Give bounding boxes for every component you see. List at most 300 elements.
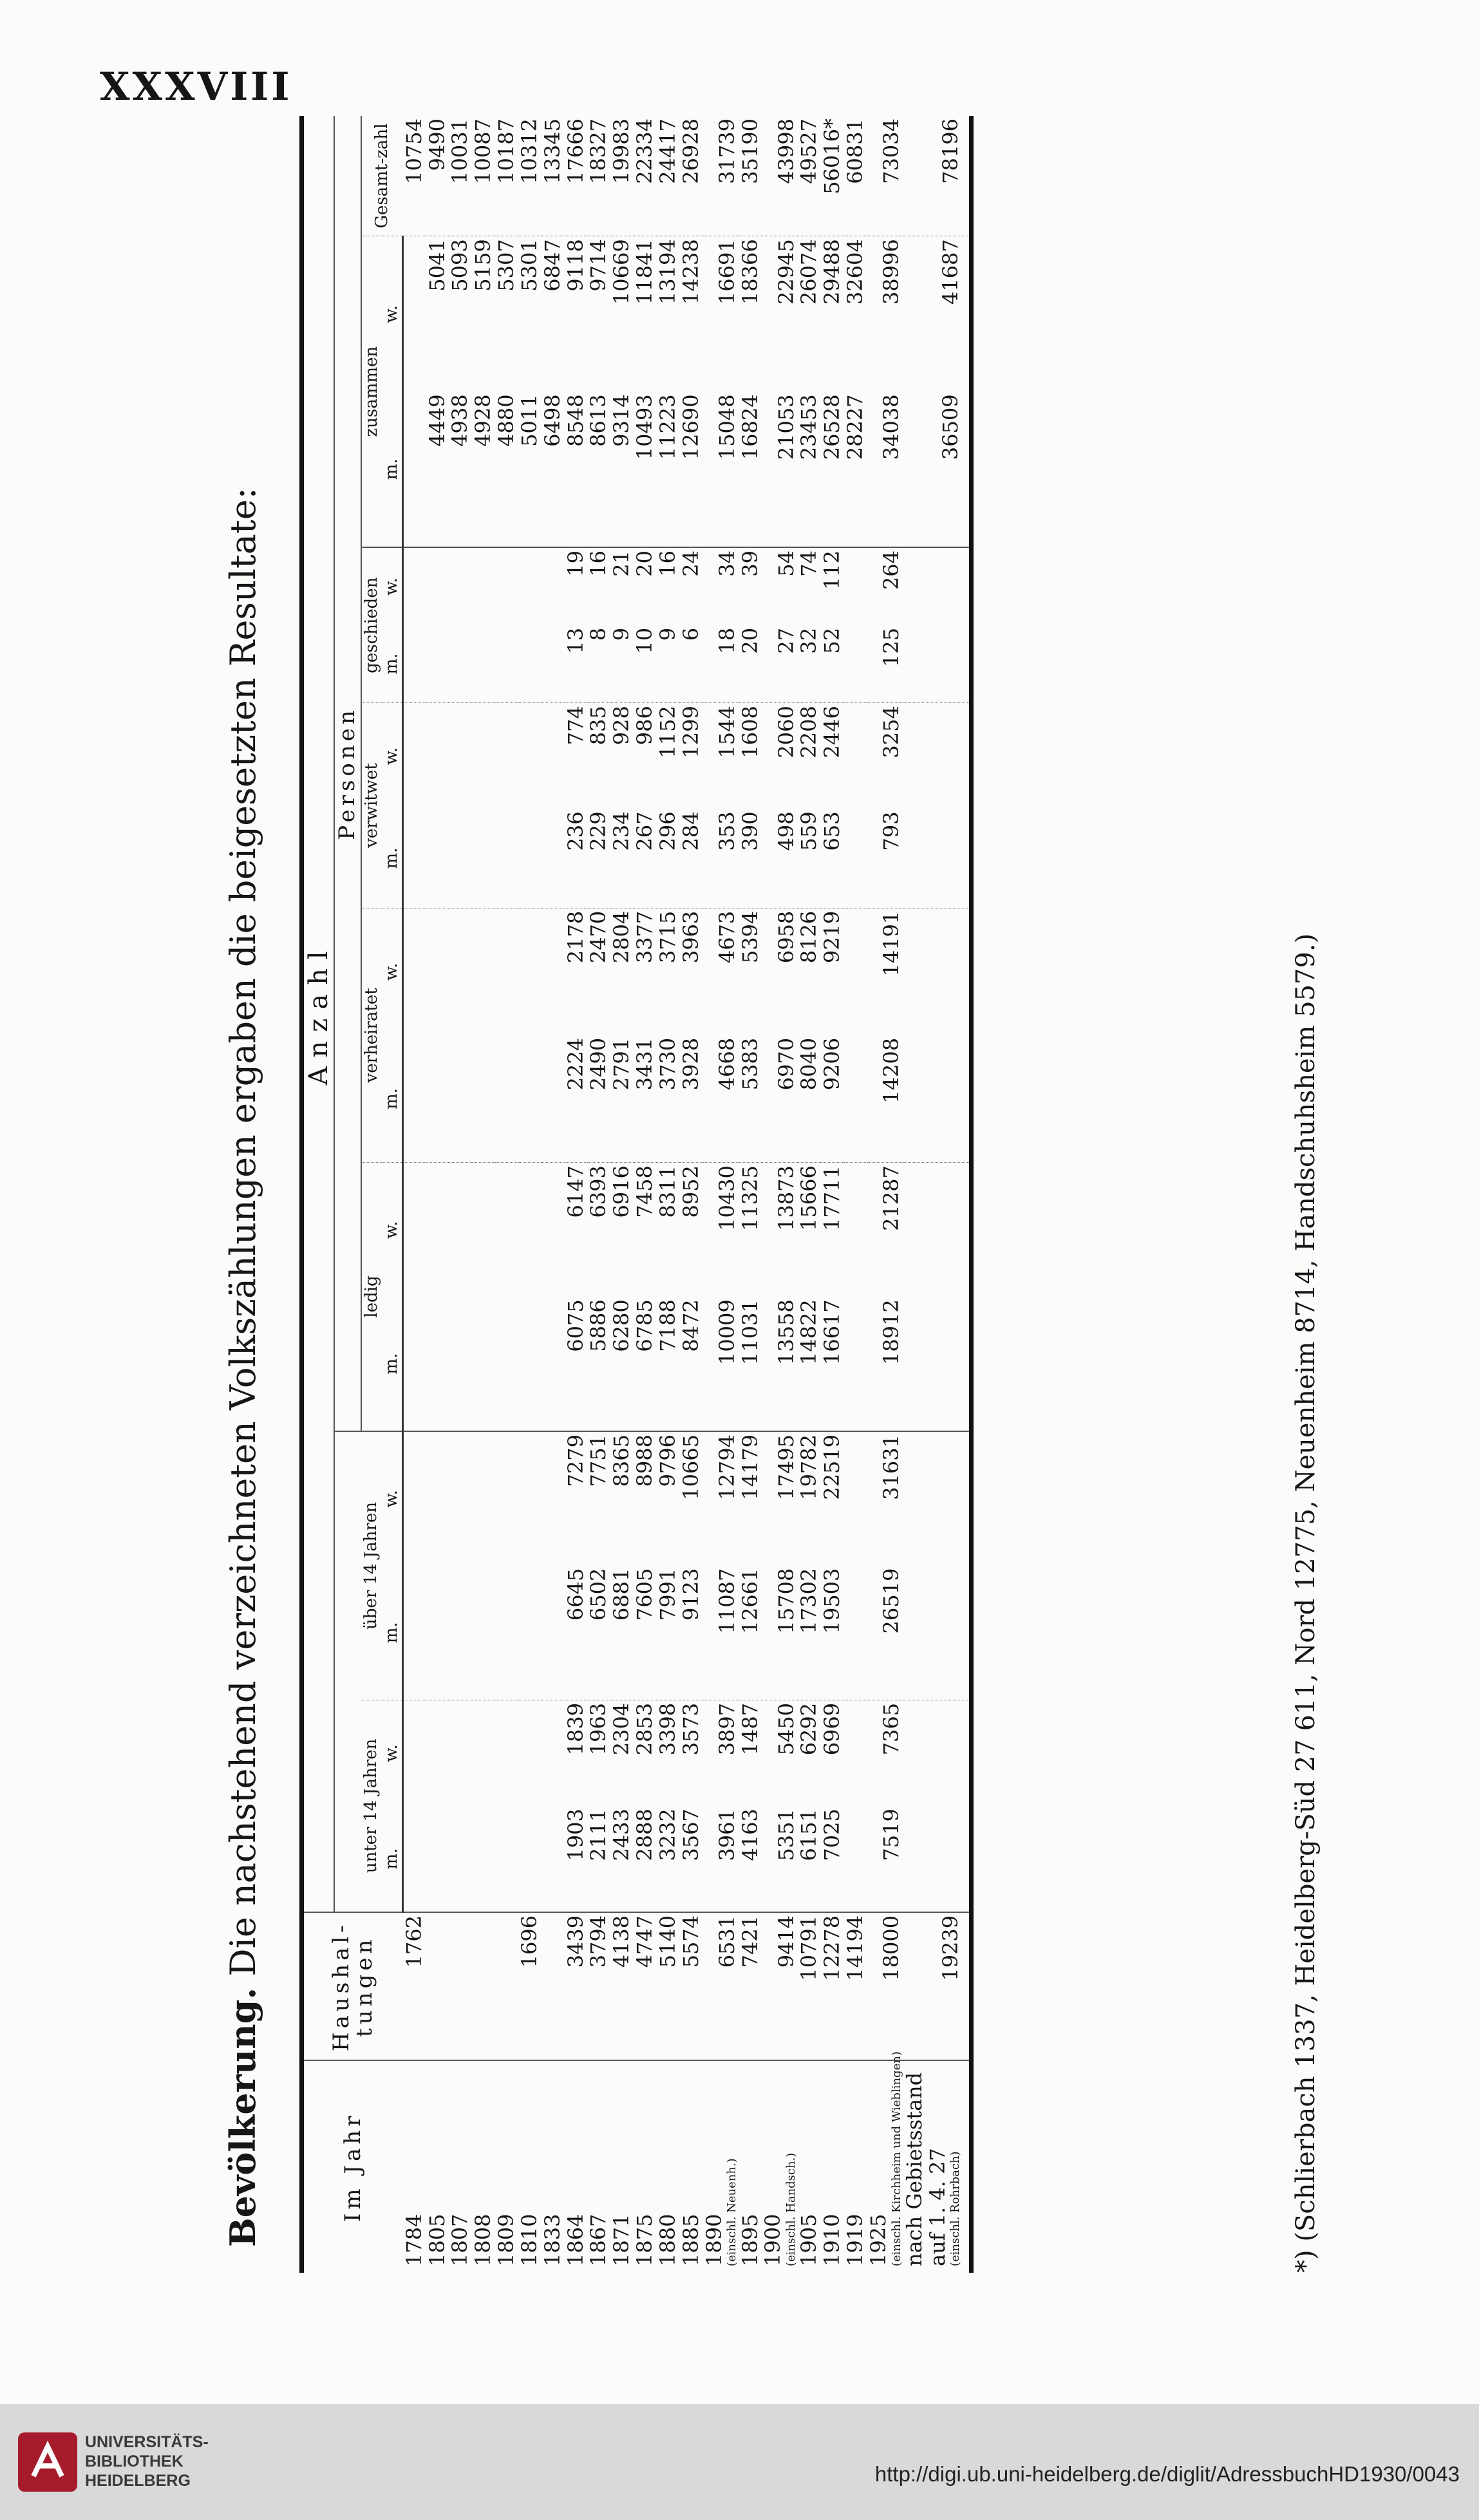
- year-label: 1880: [655, 2214, 680, 2266]
- cell-geschm: [403, 625, 426, 703]
- cell-verww: 928: [609, 706, 634, 746]
- cell-ges: 10312: [518, 116, 542, 236]
- cell-zusw: 22945: [773, 239, 798, 305]
- cell-zusm: 23453: [798, 391, 821, 547]
- cell-hh: 7421: [739, 1912, 762, 2061]
- cell-ges: 49527: [798, 116, 821, 236]
- cell-ledw: [518, 1163, 542, 1297]
- footnote: *) (Schlierbach 1337, Heidelberg-Süd 27 611, Nord 12775, Neuenheim 8714, Handschuhsheim 5579.): [1291, 933, 1321, 2273]
- cell-verwm: 296: [657, 809, 680, 908]
- cell-geschm: [495, 625, 518, 703]
- cell-u14m: [844, 1806, 867, 1912]
- cell-u14w: [449, 1700, 472, 1806]
- header-verwitwet: verwitwet: [361, 703, 382, 908]
- cell-ue14m: [449, 1566, 472, 1700]
- table-row: [449, 116, 472, 2273]
- library-name-line: BIBLIOTHEK: [85, 2452, 184, 2470]
- cell-verwm: [495, 809, 518, 908]
- cell-ue14w: [903, 1431, 971, 1566]
- cell-geschm: [426, 625, 449, 703]
- cell-u14m: 3232: [657, 1806, 680, 1912]
- cell-ue14m: 7605: [634, 1566, 657, 1700]
- cell-jahr: [634, 2061, 657, 2273]
- header-ledig: ledig: [361, 1163, 382, 1431]
- cell-ledm: 6785: [634, 1297, 657, 1431]
- cell-ledw: [449, 1163, 472, 1297]
- cell-zusm: 21053: [762, 391, 798, 547]
- cell-geschm: 32: [798, 625, 821, 703]
- year-label: 1919: [843, 2214, 867, 2266]
- cell-ges: 19983: [610, 116, 634, 236]
- cell-geschw: [426, 547, 449, 625]
- cell-verww: 1608: [737, 706, 762, 758]
- table-row: [798, 116, 821, 2273]
- cell-ges: 31739: [703, 116, 739, 236]
- header-w: w.: [382, 1163, 403, 1297]
- cell-geschw: [542, 547, 565, 625]
- year-label: nach Gebietsstand auf 1. 4. 27: [901, 2072, 950, 2266]
- library-name: [85, 2432, 209, 2490]
- cell-verww: 1152: [655, 706, 680, 758]
- cell-ges: 17666: [565, 116, 588, 236]
- cell-u14m: 4163: [739, 1806, 762, 1912]
- cell-ue14w: 31631: [878, 1434, 903, 1500]
- cell-verwm: 390: [739, 809, 762, 908]
- cell-verww: 774: [563, 706, 588, 746]
- cell-geschm: [903, 625, 971, 703]
- cell-u14w: [903, 1700, 971, 1806]
- cell-ledw: [844, 1163, 867, 1297]
- cell-verww: 1299: [678, 706, 703, 758]
- cell-ledw: [472, 1163, 495, 1297]
- cell-verhw: 5394: [737, 910, 762, 964]
- university-library-logo-icon: [15, 2430, 80, 2494]
- cell-zusw: 5041: [424, 239, 449, 292]
- cell-u14w: [426, 1700, 449, 1806]
- year-label: 1805: [424, 2214, 449, 2266]
- cell-hh: 4747: [634, 1912, 657, 2061]
- cell-ue14w: [449, 1431, 472, 1566]
- year-label: 1885: [678, 2214, 703, 2266]
- cell-geschm: 9: [657, 625, 680, 703]
- cell-zusw: 9714: [586, 239, 611, 292]
- population-table: [299, 116, 974, 2273]
- cell-geschm: 52: [821, 625, 844, 703]
- cell-hh: [472, 1912, 495, 2061]
- year-label: 1910: [820, 2214, 845, 2266]
- cell-geschw: 54: [773, 550, 798, 577]
- cell-geschw: 34: [714, 550, 739, 577]
- cell-u14w: [518, 1700, 542, 1806]
- table-row: [565, 116, 588, 2273]
- cell-ledw: 11325: [737, 1165, 762, 1231]
- cell-verwm: 234: [610, 809, 634, 908]
- header-m: m.: [382, 391, 403, 547]
- cell-ledw: [426, 1163, 449, 1297]
- table-row: [426, 116, 449, 2273]
- cell-hh: 5574: [680, 1912, 703, 2061]
- cell-hh: 14194: [844, 1912, 867, 2061]
- cell-geschw: [472, 547, 495, 625]
- cell-ue14m: [844, 1566, 867, 1700]
- cell-ue14m: [495, 1566, 518, 1700]
- cell-hh: 18000: [867, 1912, 903, 2061]
- year-label: 1890: [701, 2214, 726, 2266]
- cell-verhw: 6958: [773, 910, 798, 964]
- cell-verwm: [472, 809, 495, 908]
- cell-ges: 73034: [867, 116, 903, 236]
- library-name-line: UNIVERSITÄTS-: [85, 2433, 209, 2451]
- cell-geschm: [472, 625, 495, 703]
- cell-ledm: [495, 1297, 518, 1431]
- cell-ue14m: [518, 1566, 542, 1700]
- cell-zusw: 14238: [678, 239, 703, 305]
- cell-verww: [903, 703, 971, 809]
- cell-u14w: 3897: [714, 1702, 739, 1756]
- year-label: 1900: [760, 2214, 786, 2266]
- table-row: [542, 116, 565, 2273]
- cell-u14m: [495, 1806, 518, 1912]
- table-row: [703, 116, 739, 2273]
- cell-jahr: [865, 2051, 903, 2273]
- cell-u14w: [844, 1700, 867, 1806]
- cell-hh: 10791: [798, 1912, 821, 2061]
- cell-zusm: 4449: [426, 391, 449, 547]
- cell-hh: 6531: [703, 1912, 739, 2061]
- cell-zusw: 6847: [540, 239, 565, 292]
- year-label: 1864: [563, 2214, 588, 2266]
- cell-verww: [472, 703, 495, 809]
- cell-jahr: [703, 2061, 739, 2273]
- cell-verwm: [844, 809, 867, 908]
- cell-u14w: [495, 1700, 518, 1806]
- cell-ledm: 6075: [565, 1297, 588, 1431]
- cell-u14m: 6151: [798, 1806, 821, 1912]
- cell-u14m: 1903: [565, 1806, 588, 1912]
- cell-verww: 835: [586, 706, 611, 746]
- table-row: [821, 116, 844, 2273]
- cell-ledw: 13873: [773, 1165, 798, 1231]
- cell-geschm: 18: [703, 625, 739, 703]
- cell-verww: [403, 703, 426, 809]
- cell-geschw: 112: [820, 550, 845, 590]
- year-label: 1810: [516, 2214, 542, 2266]
- cell-ledw: 6916: [609, 1165, 634, 1218]
- cell-zusw: 10669: [609, 239, 634, 305]
- cell-verwm: [518, 809, 542, 908]
- cell-zusm: 16824: [739, 391, 762, 547]
- cell-hh: [495, 1912, 518, 2061]
- cell-geschm: 20: [739, 625, 762, 703]
- header-blank: [334, 1431, 361, 1912]
- cell-u14w: 3398: [655, 1702, 680, 1756]
- cell-ue14m: 9123: [680, 1566, 703, 1700]
- cell-ue14w: 22519: [820, 1434, 845, 1500]
- cell-verww: 2446: [820, 706, 845, 758]
- cell-hh: 5140: [657, 1912, 680, 2061]
- cell-ue14w: 12794: [714, 1434, 739, 1500]
- cell-verhm: 2490: [587, 1035, 610, 1163]
- cell-zusm: 6498: [542, 391, 565, 547]
- cell-ledm: [403, 1297, 426, 1431]
- cell-geschm: 6: [680, 625, 703, 703]
- cell-u14m: [403, 1806, 426, 1912]
- cell-u14w: 1963: [586, 1702, 611, 1756]
- cell-ledw: 21287: [878, 1165, 903, 1231]
- cell-hh: 4138: [610, 1912, 634, 2061]
- cell-verhm: [495, 1035, 518, 1163]
- table-row: [518, 116, 542, 2273]
- cell-ges: 10754: [403, 116, 426, 236]
- cell-u14m: 5351: [762, 1806, 798, 1912]
- cell-ue14m: 26519: [867, 1566, 903, 1700]
- header-m: m.: [382, 625, 403, 703]
- cell-ue14w: 8988: [632, 1434, 657, 1487]
- header-zusammen: zusammen: [361, 236, 382, 547]
- cell-verhw: 2178: [563, 910, 588, 964]
- year-note: (einschl. Rohrbach): [948, 2151, 963, 2266]
- cell-zusw: 32604: [843, 239, 867, 305]
- cell-u14w: 6292: [796, 1702, 822, 1756]
- table-row: [739, 116, 762, 2273]
- cell-verwm: 793: [867, 809, 903, 908]
- cell-verwm: 653: [821, 809, 844, 908]
- source-url-link[interactable]: http://digi.ub.uni-heidelberg.de/diglit/AdressbuchHD1930/0043: [874, 2462, 1460, 2486]
- cell-ue14w: 9796: [655, 1434, 680, 1487]
- cell-ledw: 17711: [820, 1165, 845, 1231]
- cell-jahr: [587, 2061, 610, 2273]
- cell-ue14m: [403, 1566, 426, 1700]
- cell-ledm: 8472: [680, 1297, 703, 1431]
- cell-zusm: 5011: [518, 391, 542, 547]
- cell-geschm: 27: [762, 625, 798, 703]
- cell-verhw: [542, 908, 565, 1035]
- cell-geschm: 10: [634, 625, 657, 703]
- cell-jahr: [449, 2061, 472, 2273]
- cell-jahr: [565, 2061, 588, 2273]
- cell-geschm: [542, 625, 565, 703]
- cell-zusm: 9314: [610, 391, 634, 547]
- cell-zusm: 4880: [495, 391, 518, 547]
- cell-ue14w: 19782: [796, 1434, 822, 1500]
- cell-ue14w: [542, 1431, 565, 1566]
- cell-jahr: [495, 2061, 518, 2273]
- cell-jahr: [542, 2061, 565, 2273]
- cell-ledw: [495, 1163, 518, 1297]
- cell-ue14w: [403, 1431, 426, 1566]
- cell-ledw: 8952: [678, 1165, 703, 1218]
- cell-jahr: [403, 2061, 426, 2273]
- cell-zusw: 5159: [471, 239, 496, 292]
- cell-verhw: [449, 908, 472, 1035]
- cell-geschm: [518, 625, 542, 703]
- cell-verhw: 4673: [714, 910, 739, 964]
- cell-zusw: 5307: [494, 239, 519, 292]
- cell-ges: 60831: [844, 116, 867, 236]
- cell-zusw: 26074: [796, 239, 822, 305]
- cell-verhm: [903, 1035, 971, 1163]
- header-unter14: unter 14 Jahren: [361, 1700, 382, 1912]
- header-gesamtzahl: Gesamt-zahl: [361, 116, 403, 236]
- cell-geschw: 264: [878, 550, 903, 590]
- cell-geschm: [449, 625, 472, 703]
- table-row: [903, 116, 971, 2273]
- cell-ue14w: 17495: [773, 1434, 798, 1500]
- header-w: w.: [382, 908, 403, 1035]
- cell-verhw: [403, 908, 426, 1035]
- cell-zusm: 12690: [680, 391, 703, 547]
- cell-geschm: 13: [565, 625, 588, 703]
- cell-zusm: 26528: [821, 391, 844, 547]
- cell-u14m: [472, 1806, 495, 1912]
- cell-ges: 35190: [739, 116, 762, 236]
- cell-geschw: [403, 547, 426, 625]
- cell-ledm: [844, 1297, 867, 1431]
- header-m: m.: [382, 1806, 403, 1912]
- header-ueber14: über 14 Jahren: [361, 1431, 382, 1700]
- cell-ledm: 14822: [798, 1297, 821, 1431]
- cell-ue14m: 11087: [703, 1566, 739, 1700]
- cell-zusw: 9118: [563, 239, 588, 292]
- cell-geschw: [518, 547, 542, 625]
- cell-ges: 10187: [495, 116, 518, 236]
- cell-verww: [844, 703, 867, 809]
- cell-verhw: 3963: [678, 910, 703, 964]
- cell-ledw: 15666: [796, 1165, 822, 1231]
- header-m: m.: [382, 1297, 403, 1431]
- cell-u14m: 3567: [680, 1806, 703, 1912]
- cell-ledm: 11031: [739, 1297, 762, 1431]
- cell-ges: 18327: [587, 116, 610, 236]
- cell-ue14m: [903, 1566, 971, 1700]
- cell-geschm: 125: [867, 625, 903, 703]
- cell-geschw: [903, 547, 971, 625]
- cell-u14w: [472, 1700, 495, 1806]
- cell-u14m: 2111: [587, 1806, 610, 1912]
- cell-verhm: 2224: [565, 1035, 588, 1163]
- cell-verwm: 559: [798, 809, 821, 908]
- cell-geschw: [495, 547, 518, 625]
- cell-ue14w: [472, 1431, 495, 1566]
- cell-ue14w: 14179: [737, 1434, 762, 1500]
- cell-ue14w: [495, 1431, 518, 1566]
- cell-ledm: 16617: [821, 1297, 844, 1431]
- cell-hh: 12278: [821, 1912, 844, 2061]
- cell-jahr: [821, 2061, 844, 2273]
- table-row: [610, 116, 634, 2273]
- cell-ue14m: 19503: [821, 1566, 844, 1700]
- cell-ue14w: [844, 1431, 867, 1566]
- year-label: 1867: [586, 2214, 611, 2266]
- cell-verww: 2208: [796, 706, 822, 758]
- cell-jahr: [610, 2061, 634, 2273]
- cell-ledm: 13558: [762, 1297, 798, 1431]
- header-m: m.: [382, 809, 403, 908]
- cell-jahr: [657, 2061, 680, 2273]
- year-label: 1895: [737, 2214, 762, 2266]
- cell-hh: 19239: [903, 1912, 971, 2061]
- cell-ledm: [518, 1297, 542, 1431]
- cell-ledw: 6147: [563, 1165, 588, 1218]
- cell-u14w: [403, 1700, 426, 1806]
- cell-ue14m: [542, 1566, 565, 1700]
- cell-verhm: [426, 1035, 449, 1163]
- cell-zusm: 36509: [903, 391, 971, 547]
- table-body: [403, 116, 971, 2273]
- cell-u14w: 5450: [773, 1702, 798, 1756]
- table-row: [403, 116, 426, 2273]
- cell-jahr: [844, 2061, 867, 2273]
- table-row: [657, 116, 680, 2273]
- year-label: 1905: [796, 2214, 822, 2266]
- cell-ledw: [403, 1163, 426, 1297]
- cell-u14w: [542, 1700, 565, 1806]
- cell-ue14m: 6881: [610, 1566, 634, 1700]
- header-m: m.: [382, 1035, 403, 1163]
- cell-ue14m: 12661: [739, 1566, 762, 1700]
- cell-ledw: 8311: [655, 1165, 680, 1218]
- header-anzahl: Anzahl: [302, 116, 335, 1912]
- cell-geschw: 20: [632, 550, 657, 577]
- cell-ledm: 5886: [587, 1297, 610, 1431]
- cell-verww: [542, 703, 565, 809]
- cell-verww: 1544: [714, 706, 739, 758]
- cell-ledw: [903, 1163, 971, 1297]
- library-name-line: HEIDELBERG: [85, 2472, 191, 2490]
- cell-u14w: 3573: [678, 1702, 703, 1756]
- cell-verwm: 353: [703, 809, 739, 908]
- year-note: (einschl. Kirchheim und Wieblingen): [889, 2051, 903, 2266]
- year-note: (einschl. Neuenh.): [725, 2158, 739, 2266]
- cell-verhm: 4668: [703, 1035, 739, 1163]
- cell-verhw: 9219: [820, 910, 845, 964]
- table-row: [762, 116, 798, 2273]
- cell-u14m: 3961: [703, 1806, 739, 1912]
- cell-u14m: [518, 1806, 542, 1912]
- cell-verhw: 14191: [878, 910, 903, 977]
- cell-ges: 43998: [762, 116, 798, 236]
- cell-verhm: [472, 1035, 495, 1163]
- cell-zusm: 28227: [844, 391, 867, 547]
- cell-zusm: 4938: [449, 391, 472, 547]
- cell-verww: 3254: [878, 706, 903, 758]
- cell-ges: 26928: [680, 116, 703, 236]
- cell-ue14w: 7279: [563, 1434, 588, 1487]
- cell-ges: 24417: [657, 116, 680, 236]
- rotated-table-page: [222, 116, 1342, 2273]
- header-jahr: Im Jahr: [302, 2061, 403, 2273]
- cell-verhm: 3730: [657, 1035, 680, 1163]
- cell-u14w: 2304: [609, 1702, 634, 1756]
- cell-ledm: 6280: [610, 1297, 634, 1431]
- cell-ue14m: 6645: [565, 1566, 588, 1700]
- table-row: [680, 116, 703, 2273]
- cell-ue14w: 8365: [609, 1434, 634, 1487]
- cell-u14m: 2433: [610, 1806, 634, 1912]
- cell-verhm: [403, 1035, 426, 1163]
- cell-geschm: [844, 625, 867, 703]
- cell-zusm: 8548: [565, 391, 588, 547]
- cell-ue14m: 7991: [657, 1566, 680, 1700]
- cell-verhw: [472, 908, 495, 1035]
- cell-ledm: 18912: [867, 1297, 903, 1431]
- cell-verhm: 8040: [798, 1035, 821, 1163]
- table-row: [634, 116, 657, 2273]
- cell-hh: 3794: [587, 1912, 610, 2061]
- cell-verhw: 2470: [586, 910, 611, 964]
- cell-ledm: [426, 1297, 449, 1431]
- cell-zusw: 16691: [714, 239, 739, 305]
